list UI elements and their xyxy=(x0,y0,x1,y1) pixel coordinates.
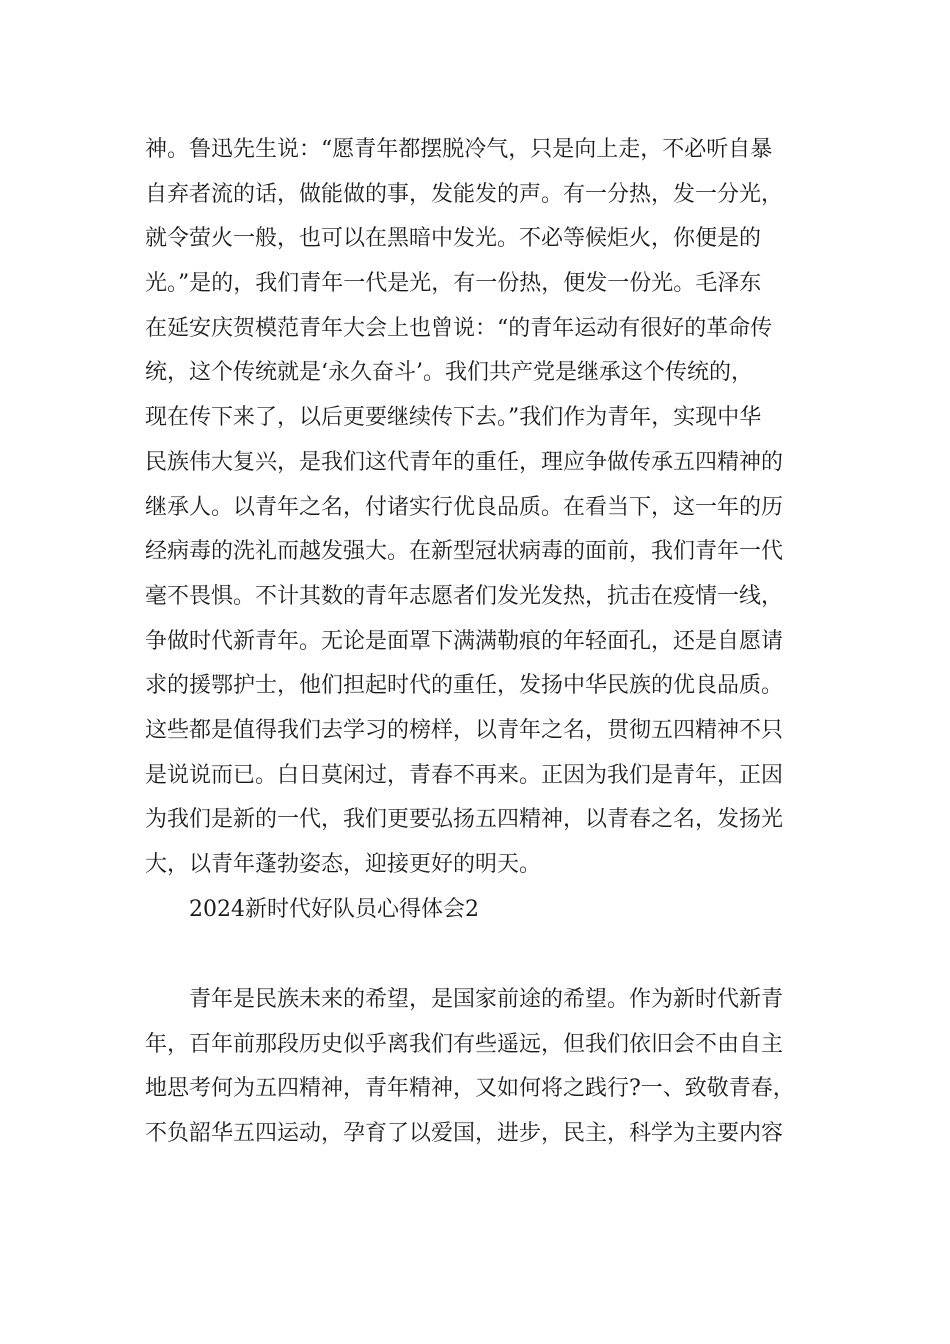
text-line: 神。鲁迅先生说：“愿青年都摆脱冷气，只是向上走，不必听自暴 xyxy=(145,137,773,162)
text-line: 求的援鄂护士，他们担起时代的重任，发扬中华民族的优良品质。 xyxy=(145,673,784,699)
text-line: 光。”是的，我们青年一代是光，有一份热，便发一份光。毛泽东 xyxy=(145,271,762,297)
text-line: 青年是民族未来的希望，是国家前途的希望。作为新时代新青 xyxy=(189,987,784,1012)
text-line: 经病毒的洗礼而越发强大。在新型冠状病毒的面前，我们青年一代 xyxy=(145,539,784,565)
text-line: 大，以青年蓬勃姿态，迎接更好的明天。 xyxy=(145,852,542,877)
text-line: 是说说而已。白日莫闲过，青春不再来。正因为我们是青年，正因 xyxy=(145,762,784,788)
text-line: 毫不畏惧。不计其数的青年志愿者们发光发热，抗击在疫情一线， xyxy=(145,583,784,609)
text-line: 统，这个传统就是‘永久奋斗’。我们共产党是继承这个传统的， xyxy=(145,360,753,386)
text-line: 不负韶华五四运动，孕育了以爱国，进步，民主，科学为主要内容 xyxy=(145,1121,784,1147)
body-paragraph-2 xyxy=(145,978,825,1157)
text-line: 现在传下来了，以后更要继续传下去。”我们作为青年，实现中华 xyxy=(145,405,762,431)
section-heading: 2024新时代好队员心得体会2 xyxy=(189,896,479,922)
text-line: 民族伟大复兴，是我们这代青年的重任，理应争做传承五四精神的 xyxy=(145,449,784,475)
text-line: 自弃者流的话，做能做的事，发能发的声。有一分热，发一分光， xyxy=(145,181,784,207)
text-line: 继承人。以青年之名，付诸实行优良品质。在看当下，这一年的历 xyxy=(145,494,784,520)
text-line: 地思考何为五四精神，青年精神，又如何将之践行?一、致敬青春， xyxy=(145,1076,795,1102)
text-line: 这些都是值得我们去学习的榜样，以青年之名，贯彻五四精神不只 xyxy=(145,717,784,743)
text-line: 为我们是新的一代，我们更要弘扬五四精神，以青春之名，发扬光 xyxy=(145,807,784,833)
text-line: 争做时代新青年。无论是面罩下满满勒痕的年轻面孔，还是自愿请 xyxy=(145,628,784,654)
text-line: 年，百年前那段历史似乎离我们有些遥远，但我们依旧会不由自主 xyxy=(145,1031,784,1057)
text-line: 在延安庆贺模范青年大会上也曾说：“的青年运动有很好的革命传 xyxy=(145,315,773,341)
body-paragraph-1 xyxy=(145,128,825,932)
text-line: 就令萤火一般，也可以在黑暗中发光。不必等候炬火，你便是的 xyxy=(145,226,762,252)
